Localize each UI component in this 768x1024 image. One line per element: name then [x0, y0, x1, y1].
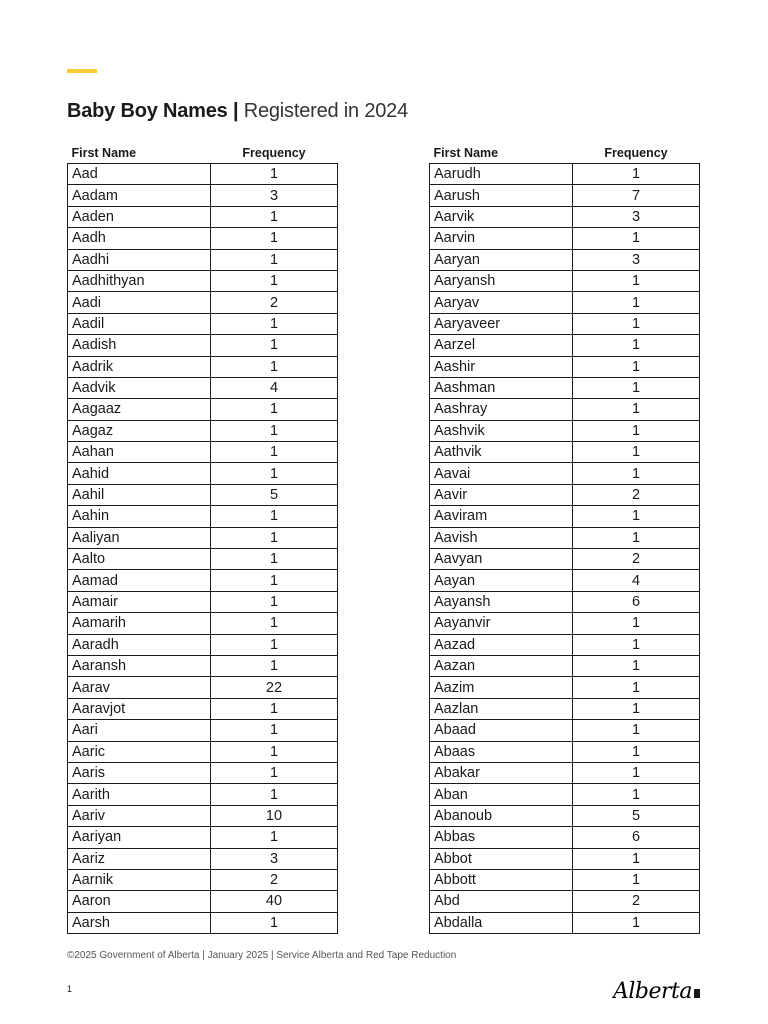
alberta-logo-wordmark: Alberta [613, 979, 692, 1004]
frequency-cell: 5 [573, 805, 700, 826]
first-name-cell: Aazlan [430, 698, 573, 719]
frequency-cell: 6 [573, 827, 700, 848]
table-row [430, 634, 700, 655]
frequency-cell: 1 [211, 164, 338, 185]
first-name-cell: Aadil [68, 313, 211, 334]
table-header-row [68, 143, 338, 164]
table-row [68, 484, 338, 505]
frequency-cell: 1 [573, 228, 700, 249]
table-row [430, 249, 700, 270]
table-row [430, 292, 700, 313]
table-row [430, 570, 700, 591]
column-header-frequency: Frequency [604, 146, 668, 160]
frequency-cell: 2 [573, 549, 700, 570]
frequency-cell: 1 [573, 399, 700, 420]
first-name-cell: Aaric [68, 741, 211, 762]
first-name-cell: Aaryaveer [430, 313, 573, 334]
first-name-cell: Aaryav [430, 292, 573, 313]
first-name-cell: Aaviram [430, 506, 573, 527]
frequency-cell: 1 [211, 912, 338, 933]
frequency-cell: 2 [573, 891, 700, 912]
table-row [430, 206, 700, 227]
first-name-cell: Aayanvir [430, 613, 573, 634]
frequency-cell: 1 [211, 335, 338, 356]
frequency-cell: 3 [573, 206, 700, 227]
frequency-cell: 1 [573, 912, 700, 933]
column-header-first-name: First Name [71, 146, 137, 160]
table-row [430, 356, 700, 377]
table-row [68, 270, 338, 291]
first-name-cell: Aashvik [430, 420, 573, 441]
table-row [68, 912, 338, 933]
table-row [430, 869, 700, 890]
first-name-cell: Aagaz [68, 420, 211, 441]
first-name-cell: Aarav [68, 677, 211, 698]
table-row [430, 891, 700, 912]
table-row [68, 420, 338, 441]
table-row [68, 442, 338, 463]
frequency-cell: 1 [573, 741, 700, 762]
first-name-cell: Aarvin [430, 228, 573, 249]
frequency-cell: 1 [573, 677, 700, 698]
alberta-logo-icon [612, 975, 704, 1005]
first-name-cell: Aarzel [430, 335, 573, 356]
table-row [68, 164, 338, 185]
frequency-cell: 1 [211, 784, 338, 805]
frequency-cell: 1 [211, 698, 338, 719]
frequency-cell: 1 [573, 527, 700, 548]
table-row [430, 313, 700, 334]
frequency-cell: 1 [573, 313, 700, 334]
first-name-cell: Aarudh [430, 164, 573, 185]
table-row [430, 484, 700, 505]
page-number: 1 [67, 984, 73, 994]
frequency-cell: 4 [211, 377, 338, 398]
frequency-cell: 2 [573, 484, 700, 505]
frequency-cell: 3 [573, 249, 700, 270]
first-name-cell: Aagaaz [68, 399, 211, 420]
first-name-cell: Abbas [430, 827, 573, 848]
frequency-cell: 1 [211, 741, 338, 762]
table-row [68, 356, 338, 377]
frequency-cell: 1 [573, 377, 700, 398]
first-name-cell: Aaradh [68, 634, 211, 655]
frequency-cell: 1 [211, 527, 338, 548]
first-name-cell: Aayan [430, 570, 573, 591]
table-row [68, 377, 338, 398]
first-name-cell: Aban [430, 784, 573, 805]
footer-copyright: ©2025 Government of Alberta | January 2025 | Service Alberta and Red Tape Reduction [67, 950, 457, 961]
first-name-cell: Abakar [430, 762, 573, 783]
first-name-cell: Aamarih [68, 613, 211, 634]
first-name-cell: Aadrik [68, 356, 211, 377]
frequency-cell: 5 [211, 484, 338, 505]
table-row [430, 741, 700, 762]
frequency-cell: 7 [573, 185, 700, 206]
first-name-cell: Aadhi [68, 249, 211, 270]
table-row [68, 827, 338, 848]
table-row [430, 848, 700, 869]
frequency-cell: 1 [573, 506, 700, 527]
first-name-cell: Aahin [68, 506, 211, 527]
frequency-cell: 1 [211, 655, 338, 676]
table-row [430, 698, 700, 719]
first-name-cell: Aazad [430, 634, 573, 655]
table-row [68, 549, 338, 570]
frequency-cell: 1 [211, 356, 338, 377]
table-row [68, 805, 338, 826]
first-name-cell: Aaden [68, 206, 211, 227]
first-name-cell: Abdalla [430, 912, 573, 933]
names-table-right [429, 143, 700, 934]
first-name-cell: Aavish [430, 527, 573, 548]
frequency-cell: 2 [211, 869, 338, 890]
frequency-cell: 1 [573, 720, 700, 741]
table-row [68, 527, 338, 548]
frequency-cell: 1 [211, 634, 338, 655]
frequency-cell: 1 [211, 420, 338, 441]
frequency-cell: 1 [573, 442, 700, 463]
table-row [430, 164, 700, 185]
table-row [68, 677, 338, 698]
frequency-cell: 1 [573, 634, 700, 655]
table-row [430, 912, 700, 933]
frequency-cell: 1 [211, 399, 338, 420]
table-row [430, 399, 700, 420]
frequency-cell: 2 [211, 292, 338, 313]
first-name-cell: Aahid [68, 463, 211, 484]
first-name-cell: Aathvik [430, 442, 573, 463]
first-name-cell: Abd [430, 891, 573, 912]
table-row [68, 762, 338, 783]
first-name-cell: Aashman [430, 377, 573, 398]
table-row [430, 506, 700, 527]
first-name-cell: Aavir [430, 484, 573, 505]
frequency-cell: 1 [211, 313, 338, 334]
first-name-cell: Aadam [68, 185, 211, 206]
first-name-cell: Aahan [68, 442, 211, 463]
first-name-cell: Abanoub [430, 805, 573, 826]
names-table-left [67, 143, 338, 934]
table-row [430, 463, 700, 484]
frequency-cell: 1 [211, 228, 338, 249]
frequency-cell: 1 [211, 762, 338, 783]
alberta-logo [612, 975, 704, 1005]
first-name-cell: Aadi [68, 292, 211, 313]
table-row [68, 591, 338, 612]
frequency-cell: 1 [211, 549, 338, 570]
frequency-cell: 1 [573, 869, 700, 890]
first-name-cell: Aazim [430, 677, 573, 698]
table-row [430, 805, 700, 826]
table-row [68, 463, 338, 484]
table-row [430, 335, 700, 356]
first-name-cell: Aadhithyan [68, 270, 211, 291]
frequency-cell: 3 [211, 185, 338, 206]
table-row [430, 420, 700, 441]
first-name-cell: Aayansh [430, 591, 573, 612]
table-body [68, 164, 338, 934]
first-name-cell: Aarsh [68, 912, 211, 933]
first-name-cell: Aaris [68, 762, 211, 783]
frequency-cell: 1 [211, 249, 338, 270]
first-name-cell: Aavyan [430, 549, 573, 570]
first-name-cell: Aavai [430, 463, 573, 484]
table-row [68, 206, 338, 227]
frequency-cell: 1 [211, 206, 338, 227]
table-row [430, 185, 700, 206]
first-name-cell: Aarush [430, 185, 573, 206]
first-name-cell: Aaron [68, 891, 211, 912]
table-row [430, 527, 700, 548]
first-name-cell: Aad [68, 164, 211, 185]
first-name-cell: Aazan [430, 655, 573, 676]
page-title [67, 97, 408, 125]
frequency-cell: 1 [573, 356, 700, 377]
table-row [430, 591, 700, 612]
frequency-cell: 6 [573, 591, 700, 612]
frequency-cell: 1 [211, 463, 338, 484]
table-row [430, 549, 700, 570]
first-name-cell: Abaas [430, 741, 573, 762]
table-row [68, 741, 338, 762]
frequency-cell: 1 [211, 827, 338, 848]
table-row [68, 292, 338, 313]
first-name-cell: Aadish [68, 335, 211, 356]
first-name-cell: Abaad [430, 720, 573, 741]
first-name-cell: Aaravjot [68, 698, 211, 719]
frequency-cell: 1 [573, 292, 700, 313]
table-row [430, 827, 700, 848]
frequency-cell: 1 [211, 591, 338, 612]
frequency-cell: 1 [573, 784, 700, 805]
table-row [68, 313, 338, 334]
table-body [430, 164, 700, 934]
first-name-cell: Aari [68, 720, 211, 741]
column-header-frequency: Frequency [242, 146, 306, 160]
frequency-cell: 1 [211, 506, 338, 527]
first-name-cell: Aadh [68, 228, 211, 249]
first-name-cell: Aahil [68, 484, 211, 505]
table-row [68, 720, 338, 741]
frequency-cell: 1 [573, 420, 700, 441]
table-row [68, 570, 338, 591]
table-row [68, 634, 338, 655]
frequency-cell: 1 [573, 613, 700, 634]
first-name-cell: Aalto [68, 549, 211, 570]
table-row [68, 698, 338, 719]
first-name-cell: Aashray [430, 399, 573, 420]
frequency-cell: 1 [211, 720, 338, 741]
first-name-cell: Aashir [430, 356, 573, 377]
frequency-cell: 10 [211, 805, 338, 826]
table-row [430, 655, 700, 676]
first-name-cell: Aaryansh [430, 270, 573, 291]
table-row [68, 891, 338, 912]
frequency-cell: 1 [211, 270, 338, 291]
first-name-cell: Aariyan [68, 827, 211, 848]
table-row [430, 720, 700, 741]
table-row [430, 270, 700, 291]
first-name-cell: Aarnik [68, 869, 211, 890]
first-name-cell: Aarith [68, 784, 211, 805]
first-name-cell: Aariz [68, 848, 211, 869]
table-row [68, 784, 338, 805]
table-row [430, 784, 700, 805]
table-row [430, 377, 700, 398]
table-row [68, 249, 338, 270]
frequency-cell: 1 [573, 762, 700, 783]
first-name-cell: Aarvik [430, 206, 573, 227]
frequency-cell: 1 [211, 570, 338, 591]
first-name-cell: Aamair [68, 591, 211, 612]
frequency-cell: 1 [211, 442, 338, 463]
table-row [68, 848, 338, 869]
first-name-cell: Aariv [68, 805, 211, 826]
frequency-cell: 4 [573, 570, 700, 591]
table-row [68, 655, 338, 676]
table-row [68, 869, 338, 890]
table-row [68, 613, 338, 634]
first-name-cell: Abbott [430, 869, 573, 890]
frequency-cell: 22 [211, 677, 338, 698]
first-name-cell: Aadvik [68, 377, 211, 398]
alberta-logo-mark [694, 989, 700, 998]
table-row [430, 228, 700, 249]
frequency-cell: 1 [573, 270, 700, 291]
frequency-cell: 1 [573, 698, 700, 719]
frequency-cell: 3 [211, 848, 338, 869]
table-row [68, 228, 338, 249]
column-header-first-name: First Name [433, 146, 499, 160]
accent-bar [67, 69, 97, 73]
frequency-cell: 1 [573, 335, 700, 356]
frequency-cell: 40 [211, 891, 338, 912]
page-title-subtitle: Registered in 2024 [243, 100, 409, 122]
table-row [430, 762, 700, 783]
table-row [430, 677, 700, 698]
table-row [68, 335, 338, 356]
frequency-cell: 1 [573, 655, 700, 676]
first-name-cell: Aaransh [68, 655, 211, 676]
frequency-cell: 1 [211, 613, 338, 634]
page-title-main: Baby Boy Names | [67, 100, 239, 122]
table-row [68, 399, 338, 420]
table-row [68, 185, 338, 206]
frequency-cell: 1 [573, 164, 700, 185]
first-name-cell: Abbot [430, 848, 573, 869]
first-name-cell: Aaryan [430, 249, 573, 270]
table-row [68, 506, 338, 527]
frequency-cell: 1 [573, 848, 700, 869]
table-header-row [430, 143, 700, 164]
table-row [430, 613, 700, 634]
first-name-cell: Aamad [68, 570, 211, 591]
table-row [430, 442, 700, 463]
frequency-cell: 1 [573, 463, 700, 484]
first-name-cell: Aaliyan [68, 527, 211, 548]
